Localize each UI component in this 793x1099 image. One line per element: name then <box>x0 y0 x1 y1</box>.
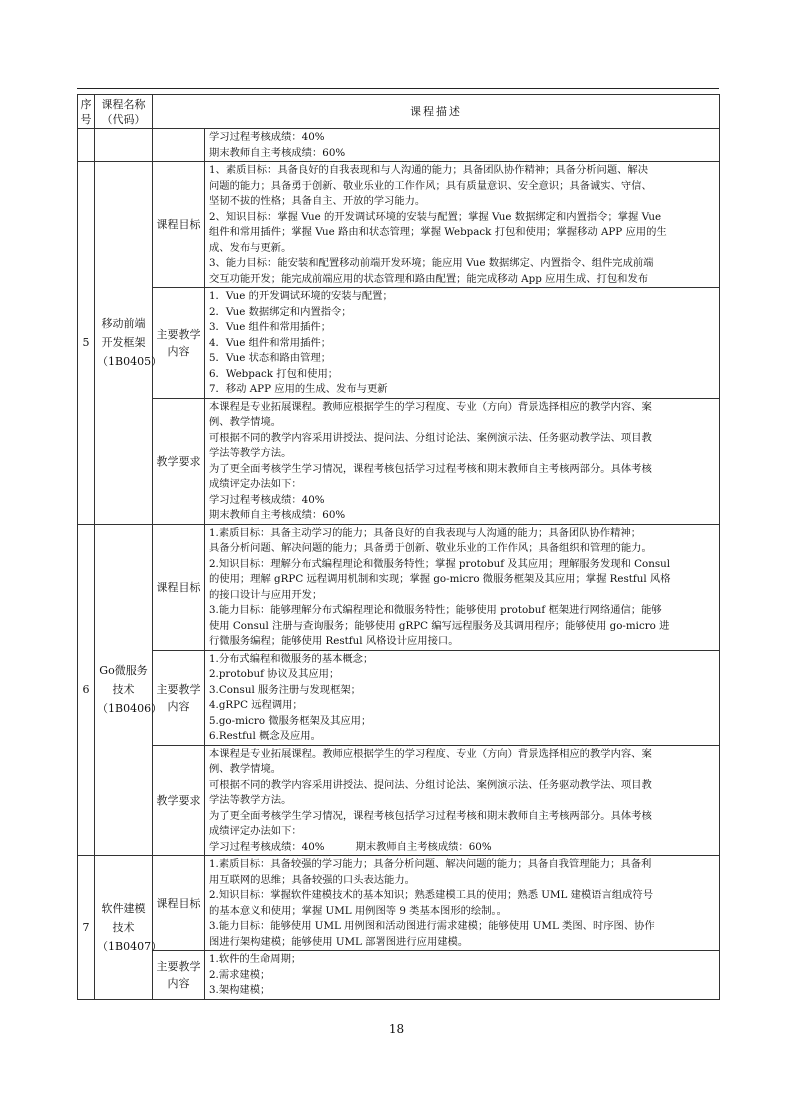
course-code: （1B0405） <box>97 355 163 369</box>
header-rule <box>77 88 719 89</box>
desc-line: 2.protobuf 协议及其应用； <box>209 668 340 680</box>
course-table <box>77 94 720 1000</box>
continued-desc <box>205 129 720 162</box>
desc-line: 6．Webpack 打包和使用； <box>209 367 339 380</box>
desc-line: 可根据不同的教学内容采用讲授法、提问法、分组讨论法、案例演示法、任务驱动教学法、项目教 <box>209 431 652 444</box>
desc-line: 5.go-micro 微服务框架及其应用； <box>209 714 372 727</box>
desc-line: 2.需求建模； <box>209 968 271 981</box>
desc-line: 成绩评定办法如下： <box>209 478 302 490</box>
course-row <box>78 650 720 745</box>
desc-line: 成绩评定办法如下： <box>209 825 302 837</box>
desc-line: 例、教学情境。 <box>209 763 282 775</box>
desc-line: 学习过程考核成绩：40% <box>209 131 325 143</box>
section-description <box>205 650 720 745</box>
section-label: 主要教学内容 <box>153 951 205 1000</box>
section-description <box>205 856 720 951</box>
header-desc: 课程描述 <box>153 95 720 129</box>
course-code: （1B0406） <box>97 702 163 716</box>
desc-line: 1.分布式编程和微服务的基本概念； <box>209 652 374 665</box>
desc-line: 3.能力目标：能够使用 UML 用例图和活动图进行需求建模；能够使用 UML 类图、时序图、协作 <box>209 920 655 932</box>
desc-line: 2.知识目标：理解分布式编程理论和微服务特性；掌握 protobuf 及其应用；理解服务发现和 Consul <box>209 557 671 570</box>
section-description <box>205 524 720 650</box>
desc-line: 组件和常用插件；掌握 Vue 路由和状态管理；掌握 Webpack 打包和使用；掌握移动 APP 应用的生 <box>209 226 667 238</box>
course-row <box>78 524 720 650</box>
course-row <box>78 288 720 399</box>
course-name-cell <box>95 524 163 856</box>
desc-line: 7．移动 APP 应用的生成、发布与更新 <box>209 383 388 395</box>
course-number: 5 <box>78 162 95 525</box>
desc-line: 1．Vue 的开发调试环境的安装与配置； <box>209 290 393 302</box>
section-label: 课程目标 <box>153 162 205 288</box>
header-name: 课程名称（代码） <box>95 95 153 129</box>
continued-row <box>78 129 720 162</box>
desc-line: 1.软件的生命周期； <box>209 953 302 965</box>
course-name-cell <box>95 856 163 1000</box>
section-label: 课程目标 <box>153 856 205 951</box>
desc-line: 3、能力目标：能安装和配置移动前端开发环境；能应用 Vue 数据绑定、内置指令、组件完成前端 <box>209 257 654 269</box>
course-name-cell <box>95 162 163 525</box>
section-label: 主要教学内容 <box>153 288 205 399</box>
desc-line: 2、知识目标：掌握 Vue 的开发调试环境的安装与配置；掌握 Vue 数据绑定和内置指令；掌握 Vue <box>209 210 662 223</box>
desc-line: 成、发布与更新。 <box>209 241 292 254</box>
desc-line: 1.素质目标：具备主动学习的能力；具备良好的自我表现与人沟通的能力；具备团队协作精神； <box>209 526 641 539</box>
desc-line: 本课程是专业拓展课程。教师应根据学生的学习程度、专业（方向）背景选择相应的教学内容、案 <box>209 747 652 760</box>
desc-line: 学习过程考核成绩：40% 期末教师自主考核成绩：60% <box>209 840 492 853</box>
desc-line: 期末教师自主考核成绩：60% <box>209 509 346 521</box>
section-label: 主要教学内容 <box>153 650 205 745</box>
course-name: 移动前端开发框架 <box>101 317 146 350</box>
desc-line: 具备分析问题、解决问题的能力；具备勇于创新、敬业乐业的工作作风；具备组织和管理的能力。 <box>209 542 652 554</box>
section-description <box>205 951 720 1000</box>
section-label: 课程目标 <box>153 524 205 650</box>
desc-line: 交互功能开发；能完成前端应用的状态管理和路由配置；能完成移动 App 应用生成、打包和发布 <box>209 272 649 285</box>
desc-line: 期末教师自主考核成绩：60% <box>209 146 346 159</box>
desc-line: 的接口设计与应用开发； <box>209 588 323 601</box>
desc-line: 问题的能力；具备勇于创新、敬业乐业的工作作风；具有质量意识、安全意识；具备诚实、守信、 <box>209 179 652 192</box>
desc-line: 坚韧不拔的性格；具备自主、开放的学习能力。 <box>209 195 426 207</box>
desc-line: 本课程是专业拓展课程。教师应根据学生的学习程度、专业（方向）背景选择相应的教学内容、案 <box>209 400 652 413</box>
desc-line: 使用 Consul 注册与查询服务；能够使用 gRPC 编写远程服务及其调用程序；能够使用 go-micro 进 <box>209 619 670 632</box>
desc-line: 为了更全面考核学生学习情况，课程考核包括学习过程考核和期末教师自主考核两部分。具体考核 <box>209 809 652 822</box>
desc-line: 图进行架构建模；能够使用 UML 部署图进行应用建模。 <box>209 935 469 948</box>
desc-line: 学法等教学方法。 <box>209 794 292 806</box>
desc-line: 3.Consul 服务注册与发现框架； <box>209 683 361 696</box>
course-row <box>78 745 720 856</box>
desc-line: 学习过程考核成绩：40% <box>209 493 325 506</box>
header-no: 序号 <box>78 95 95 129</box>
section-description <box>205 162 720 288</box>
desc-line: 为了更全面考核学生学习情况，课程考核包括学习过程考核和期末教师自主考核两部分。具体考核 <box>209 462 652 475</box>
desc-line: 2．Vue 数据绑定和内置指令； <box>209 305 352 318</box>
course-row <box>78 162 720 288</box>
desc-line: 例、教学情境。 <box>209 416 282 428</box>
section-label: 教学要求 <box>153 398 205 524</box>
desc-line: 的基本意义和使用；掌握 UML 用例图等 9 类基本图形的绘制。。 <box>209 904 507 917</box>
desc-line: 2.知识目标：掌握软件建模技术的基本知识；熟悉建模工具的使用；熟悉 UML 建模语言组成符号 <box>209 889 654 901</box>
page-number: 18 <box>388 1022 405 1036</box>
desc-line: 3．Vue 组件和常用插件； <box>209 321 331 333</box>
section-description <box>205 745 720 856</box>
section-description <box>205 288 720 399</box>
desc-line: 5．Vue 状态和路由管理； <box>209 352 331 364</box>
course-number: 7 <box>78 856 95 1000</box>
course-name: 软件建模技术 <box>101 901 146 934</box>
desc-line: 3.架构建模； <box>209 984 271 996</box>
course-code: （1B0407） <box>97 939 163 953</box>
course-row <box>78 856 720 951</box>
desc-line: 行微服务编程；能够使用 Restful 风格设计应用接口。 <box>209 635 459 647</box>
section-description <box>205 398 720 524</box>
course-number: 6 <box>78 524 95 856</box>
desc-line: 的使用；理解 gRPC 远程调用机制和实现；掌握 go-micro 微服务框架及其应用；掌握 Restful 风格 <box>209 573 671 585</box>
desc-line: 1、素质目标：具备良好的自我表现和与人沟通的能力；具备团队协作精神；具备分析问题、解决 <box>209 164 649 176</box>
desc-line: 6.Restful 概念及应用。 <box>209 730 321 742</box>
desc-line: 可根据不同的教学内容采用讲授法、提问法、分组讨论法、案例演示法、任务驱动教学法、项目教 <box>209 778 652 791</box>
desc-line: 4.gRPC 远程调用； <box>209 699 303 711</box>
desc-line: 用互联网的思维；具备较强的口头表达能力。 <box>209 873 415 886</box>
desc-line: 学法等教学方法。 <box>209 447 292 459</box>
table-header-row <box>78 95 720 129</box>
desc-line: 1.素质目标：具备较强的学习能力；具备分析问题、解决问题的能力；具备自我管理能力；具备利 <box>209 858 652 870</box>
course-row <box>78 951 720 1000</box>
desc-line: 3.能力目标：能够理解分布式编程理论和微服务特性；能够使用 protobuf 框架进行网络通信；能够 <box>209 604 662 616</box>
section-label: 教学要求 <box>153 745 205 856</box>
course-name: Go微服务技术 <box>99 664 148 697</box>
desc-line: 4．Vue 组件和常用插件； <box>209 336 331 349</box>
course-row <box>78 398 720 524</box>
